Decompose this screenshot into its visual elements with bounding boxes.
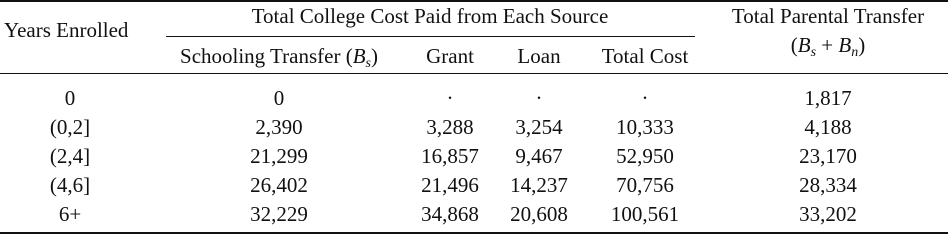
- cell-grant: 16,857: [421, 144, 479, 168]
- header-group-underline: [166, 36, 695, 37]
- cell-parental-transfer: 28,334: [799, 173, 857, 197]
- cell-years: 0: [64, 86, 76, 110]
- cell-grant: ·: [446, 86, 454, 110]
- cell-total-cost: 70,756: [616, 173, 674, 197]
- cell-years: (4,6]: [49, 173, 91, 197]
- cell-years: (2,4]: [49, 144, 91, 168]
- header-years-enrolled: Years Enrolled: [4, 18, 129, 42]
- cell-schooling-transfer: 21,299: [250, 144, 308, 168]
- cell-total-cost: 10,333: [616, 115, 674, 139]
- cell-schooling-transfer: 0: [273, 86, 285, 110]
- cell-parental-transfer: 33,202: [799, 202, 857, 226]
- cell-schooling-transfer: 32,229: [250, 202, 308, 226]
- cell-parental-transfer: 1,817: [804, 86, 852, 110]
- header-schooling-transfer-symbol: $(B_s)$: [345, 44, 378, 71]
- cell-loan: 9,467: [515, 144, 563, 168]
- header-bottom-rule: [0, 73, 948, 74]
- cell-parental-transfer: 4,188: [804, 115, 852, 139]
- header-parental-transfer: Total Parental Transfer: [731, 4, 925, 28]
- header-grant: Grant: [426, 44, 474, 68]
- header-total-cost: Total Cost: [601, 44, 689, 68]
- cell-grant: 3,288: [426, 115, 474, 139]
- cell-schooling-transfer: 26,402: [250, 173, 308, 197]
- cell-years: 6+: [58, 202, 82, 226]
- cell-loan: 20,608: [510, 202, 568, 226]
- header-schooling-transfer-label: Schooling Transfer: [180, 44, 341, 68]
- header-schooling-transfer: [180, 44, 378, 71]
- cell-total-cost: 100,561: [610, 202, 680, 226]
- header-loan: Loan: [517, 44, 561, 68]
- cell-parental-transfer: 23,170: [799, 144, 857, 168]
- header-parental-transfer-formula: $(B_s + B_n)$: [790, 33, 866, 60]
- cell-total-cost: 52,950: [616, 144, 674, 168]
- header-college-cost-group: Total College Cost Paid from Each Source: [251, 4, 609, 28]
- cell-loan: 14,237: [510, 173, 568, 197]
- cell-total-cost: ·: [641, 86, 649, 110]
- table-top-rule: [0, 0, 948, 2]
- cell-loan: ·: [535, 86, 543, 110]
- cell-schooling-transfer: 2,390: [255, 115, 303, 139]
- cell-grant: 34,868: [421, 202, 479, 226]
- cell-years: (0,2]: [49, 115, 91, 139]
- cell-grant: 21,496: [421, 173, 479, 197]
- cell-loan: 3,254: [515, 115, 563, 139]
- table-bottom-rule: [0, 232, 948, 234]
